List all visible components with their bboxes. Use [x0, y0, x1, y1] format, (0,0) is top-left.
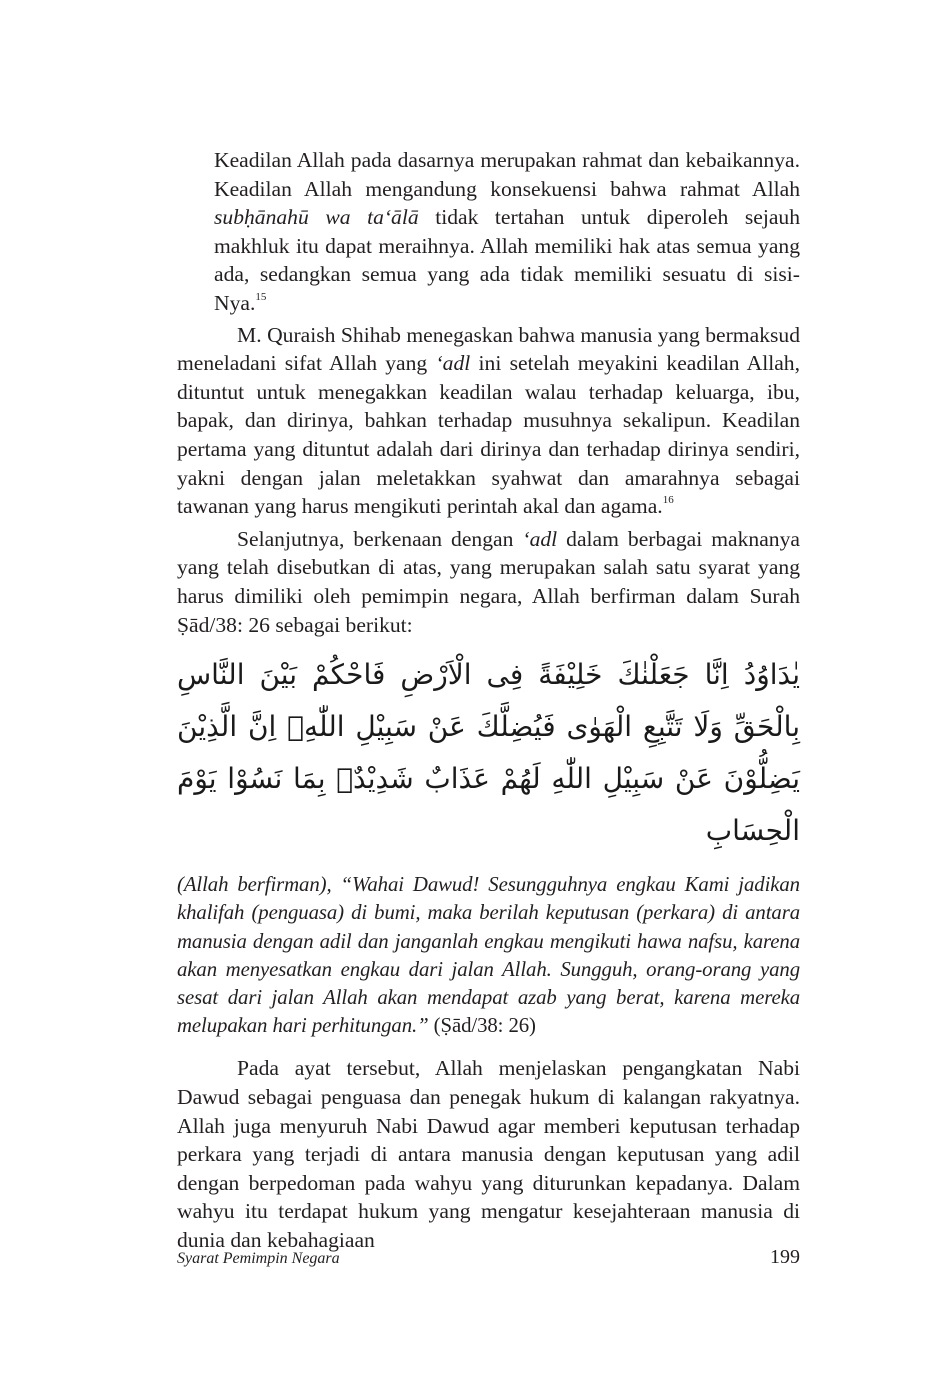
paragraph-2-text-cont: ini setelah meyakini keadilan Allah, dituntut untuk menegakkan keadilan walau terhadap keluarga, ibu, bapak, dan dirinya, bahkan terhadap musuhnya sekalipun. Keadilan pertama yang dituntut adalah dari dirinya dan terhadap dirinya sendiri, yakni dengan jalan meletakkan syahwat dan amarahnya sebagai tawanan yang harus mengikuti perintah akal dan agama.	[177, 351, 800, 519]
verse-translation	[177, 871, 800, 1040]
footnote-ref-16[interactable]: 16	[662, 494, 674, 507]
paragraph-1	[177, 146, 800, 318]
paragraph-4: Pada ayat tersebut, Allah menjelaskan pengangkatan Nabi Dawud sebagai penguasa dan penegak hukum di kalangan rakyatnya. Allah juga menyuruh Nabi Dawud agar memberi keputusan terhadap perkara yang terjadi di antara manusia dengan keputusan yang adil dengan berpedoman pada wahyu yang diturunkan kepadanya. Dalam wahyu itu terdapat hukum yang mengatur kesejahteraan manusia di dunia dan kebahagiaan	[177, 1056, 800, 1252]
quran-verse-arabic: يٰدَاوُدُ اِنَّا جَعَلْنٰكَ خَلِيْفَةً فِى الْاَرْضِ فَاحْكُمْ بَيْنَ النَّاسِ بِالْحَقِّ وَلَا تَتَّبِعِ الْهَوٰى فَيُضِلَّكَ عَنْ سَبِيْلِ اللّٰهِۗ اِنَّ الَّذِيْنَ يَضِلُّوْنَ عَنْ سَبِيْلِ اللّٰهِ لَهُمْ عَذَابٌ شَدِيْدٌۢ بِمَا نَسُوْا يَوْمَ الْحِسَابِ	[177, 658, 800, 848]
paragraph-3-italic-term: ‘adl	[522, 526, 558, 551]
verse-reference: (Ṣād/38: 26)	[428, 1014, 536, 1038]
paragraph-3	[177, 525, 800, 639]
paragraph-2-text: M. Quraish Shihab menegaskan bahwa manusia yang bermaksud meneladani sifat Allah yang	[177, 322, 800, 376]
paragraph-2	[177, 321, 800, 521]
page-body	[177, 146, 800, 1254]
paragraph-1-text-cont: tidak tertahan untuk diperoleh sejauh makhluk itu dapat meraihnya. Allah memiliki hak atas semua yang ada, sedangkan semua yang ada tidak memiliki sesuatu di sisi-Nya.	[214, 205, 800, 315]
footnote-ref-15[interactable]: 15	[255, 290, 267, 303]
paragraph-1-italic-term: subḥānahū wa ta‘ālā	[214, 205, 419, 230]
paragraph-1-text: Keadilan Allah pada dasarnya merupakan rahmat dan kebaikannya. Keadilan Allah mengandung konsekuensi bahwa rahmat Allah	[214, 148, 800, 201]
paragraph-3-text: Selanjutnya, berkenaan dengan	[237, 526, 523, 551]
paragraph-2-italic-term: ‘adl	[435, 351, 471, 376]
page-number: 199	[770, 1246, 800, 1268]
page-footer	[177, 1246, 800, 1269]
verse-translation-text: (Allah berfirman), “Wahai Dawud! Sesungguhnya engkau Kami jadikan khalifah (penguasa) di bumi, maka berilah keputusan (perkara) di antara manusia dengan adil dan janganlah engkau mengikuti hawa nafsu, karena akan menyesatkan engkau dari jalan Allah. Sungguh, orang-orang yang sesat dari jalan Allah akan mendapat azab yang berat, karena mereka melupakan hari perhitungan.”	[177, 873, 800, 1038]
paragraph-3-text-cont: dalam berbagai maknanya yang telah disebutkan di atas, yang merupakan salah satu syarat yang harus dimiliki oleh pemimpin negara, Allah berfirman dalam Surah Ṣād/38: 26 sebagai berikut:	[177, 526, 800, 637]
running-title: Syarat Pemimpin Negara	[177, 1250, 340, 1267]
